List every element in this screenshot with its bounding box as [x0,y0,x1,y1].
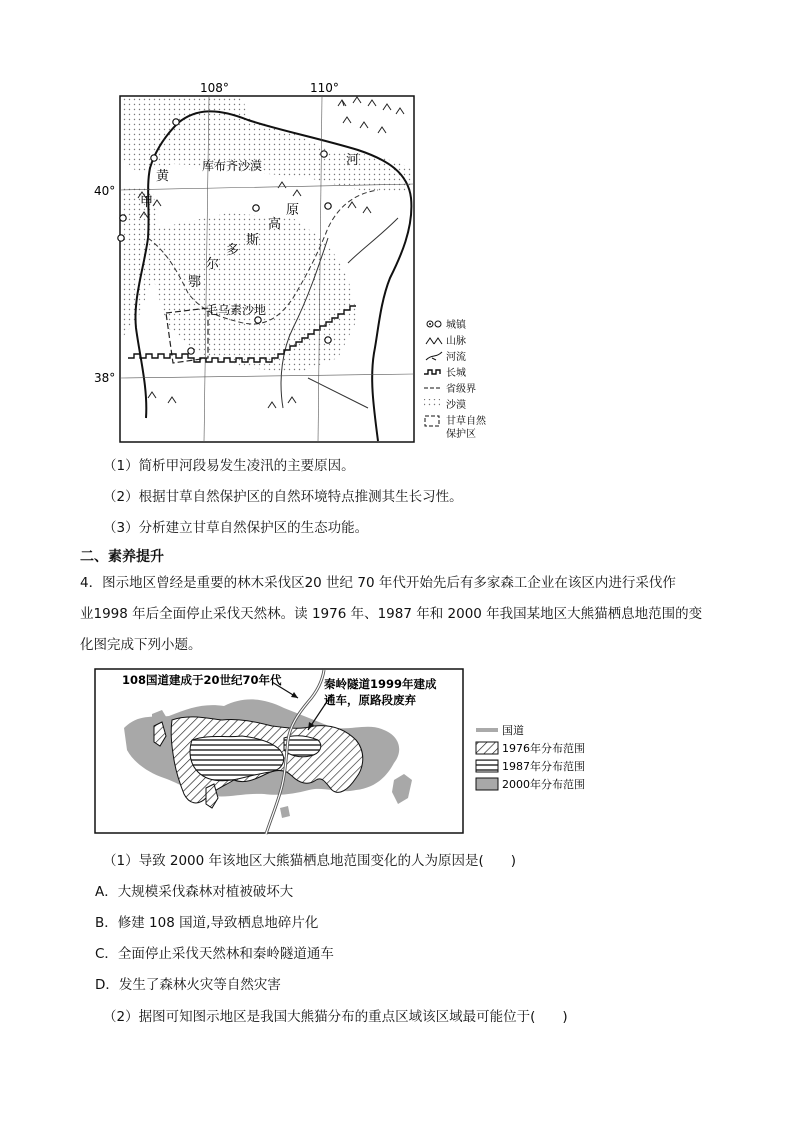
hatch-1987-icon [476,760,498,772]
desert-icon [424,399,440,408]
q3-sub3: （3）分析建立甘草自然保护区的生态功能。 [103,520,369,536]
mountain-icon [426,338,442,344]
river-icon [426,352,442,360]
option-b[interactable]: B．修建 108 国道,导致栖息地碎片化 [95,915,319,931]
q4-sub2-stem: （2）据图可知图示地区是我国大熊猫分布的重点区域该区域最可能位于( ) [103,1009,568,1025]
fill-2000-icon [476,778,498,790]
maowusu-label: 毛乌素沙地 [206,303,267,317]
legend-label: 山脉 [446,336,466,347]
lon-label: 108° [200,81,229,95]
ordos-plateau-map [78,78,508,446]
map1-legend [424,318,487,440]
legend-label: 1987年分布范围 [502,760,585,773]
legend-label: 省级界 [446,384,476,395]
ordos-label: 尔 [206,257,220,272]
ordos-label: 高 [268,217,282,232]
road-annotation: 108国道建成于20世纪70年代 [122,673,282,687]
kubuqi-label: 库布齐沙漠 [202,159,263,173]
legend-label: 2000年分布范围 [502,778,585,791]
panda-habitat-map [94,668,604,836]
q3-sub2: （2）根据甘草自然保护区的自然环境特点推测其生长习性。 [103,489,463,505]
hatch-1976-icon [476,742,498,754]
great-wall-icon [424,370,440,374]
legend-label: 长城 [446,368,466,379]
jia-label: 甲 [140,195,154,210]
ordos-label: 多 [226,243,240,258]
legend-label: 保护区 [446,429,476,440]
q4-intro-line2: 业1998 年后全面停止采伐天然林。读 1976 年、1987 年和 2000 年我国某地区大熊猫栖息地范围的变 [80,606,703,622]
tunnel-annotation: 通车，原路段废弃 [324,693,416,707]
legend-label: 沙漠 [446,400,466,411]
ordos-label: 斯 [246,233,260,248]
legend-label: 河流 [446,352,466,363]
reserve-icon [425,416,439,426]
legend-label: 甘草自然 [446,416,486,427]
legend-label: 国道 [502,724,524,737]
ordos-label: 鄂 [188,275,202,290]
legend-label: 1976年分布范围 [502,742,585,755]
lat-label: 40° [94,184,116,198]
tunnel-annotation: 秦岭隧道1999年建成 [324,677,437,691]
option-c[interactable]: C．全面停止采伐天然林和秦岭隧道通车 [95,946,334,962]
he-label: 河 [346,153,360,168]
q4-sub1-stem: （1）导致 2000 年该地区大熊猫栖息地范围变化的人为原因是( ) [103,853,517,869]
ordos-label: 原 [286,203,300,218]
option-a[interactable]: A．大规模采伐森林对植被破坏大 [95,884,294,900]
map2-legend [476,724,585,791]
lat-label: 38° [94,371,116,385]
q4-intro-line3: 化图完成下列小题。 [80,637,202,653]
lon-label: 110° [310,81,339,95]
section-title: 二、素养提升 [80,549,164,565]
huang-label: 黄 [156,169,170,184]
q3-sub1: （1）简析甲河段易发生凌汛的主要原因。 [103,458,355,474]
option-d[interactable]: D．发生了森林火灾等自然灾害 [95,977,281,993]
legend-label: 城镇 [446,320,466,331]
q4-intro-line1: 4．图示地区曾经是重要的林木采伐区20 世纪 70 年代开始先后有多家森工企业在该区内进行采伐作 [80,575,676,591]
